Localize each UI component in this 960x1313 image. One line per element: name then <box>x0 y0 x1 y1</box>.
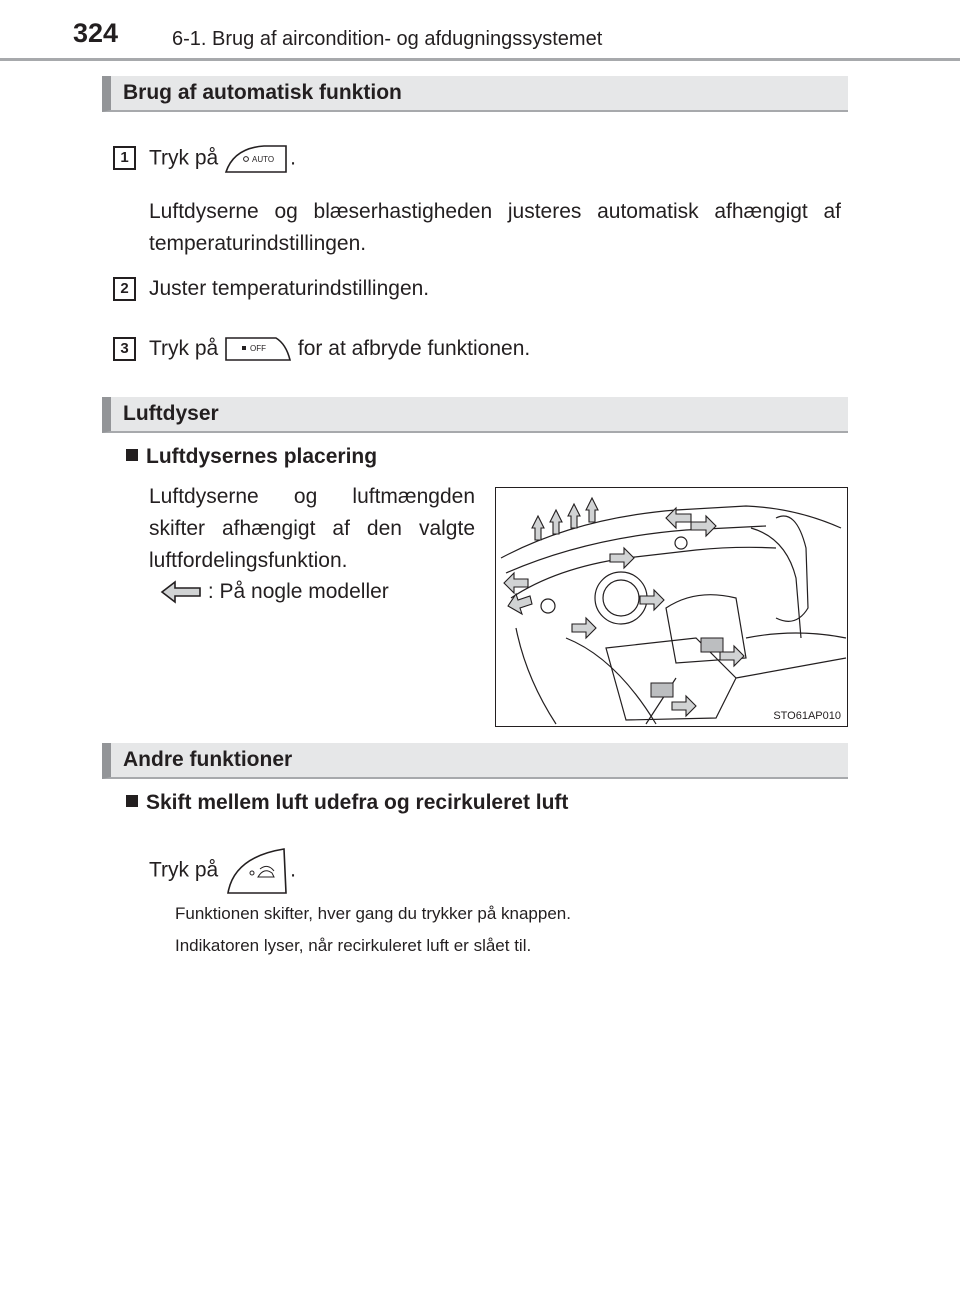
running-title: 6-1. Brug af aircondition- og afdugningssystemet <box>172 28 603 50</box>
step-1-instruction <box>149 142 296 176</box>
note-2: Indikatoren lyser, når recirkuleret luft er slået til. <box>175 936 532 955</box>
off-button-label: OFF <box>250 344 267 354</box>
header-rule <box>0 58 960 61</box>
vents-legend-text: : På nogle modeller <box>207 580 389 603</box>
step-3-instruction <box>149 333 530 365</box>
recirculation-text-before: Tryk på <box>149 858 219 882</box>
page-number: 324 <box>73 18 119 48</box>
airflow-arrows <box>504 498 744 716</box>
vents-legend <box>160 576 389 608</box>
step-3-text-before: Tryk på <box>149 337 219 360</box>
recirculation-text-after: . <box>290 858 296 882</box>
recirculation-instruction <box>149 845 296 897</box>
section-title-vents: Luftdyser <box>102 397 848 433</box>
recirculation-heading-text: Skift mellem luft udefra og recirkuleret luft <box>146 791 569 814</box>
note-1: Funktionen skifter, hver gang du trykker på knappen. <box>175 904 571 923</box>
cabin-drawing <box>496 488 847 726</box>
vents-body: Luftdyserne og luftmængden skifter afhængigt af den valgte luftfordelingsfunktion. <box>149 485 475 572</box>
auto-button-label: AUTO <box>252 155 275 164</box>
section-title-other: Andre funktioner <box>102 743 848 779</box>
step-2-text: Juster temperaturindstillingen. <box>149 277 430 300</box>
step-number-3: 3 <box>113 337 136 361</box>
off-button-icon <box>224 334 292 364</box>
auto-button-icon <box>224 142 290 176</box>
optional-vent-arrow-icon <box>160 579 202 605</box>
square-bullet-icon <box>126 449 138 461</box>
recirculation-heading <box>126 787 568 819</box>
step-number-2: 2 <box>113 277 136 301</box>
step-number-1: 1 <box>113 146 136 170</box>
vent-locations-illustration <box>495 487 848 727</box>
recirculation-button-icon <box>224 845 290 897</box>
square-bullet-icon <box>126 795 138 807</box>
step-1-text-after: . <box>290 146 296 170</box>
section-title-auto: Brug af automatisk funktion <box>102 76 848 112</box>
figure-code: STO61AP010 <box>773 710 841 722</box>
vents-heading-text: Luftdysernes placering <box>146 445 378 468</box>
step-1-description: Luftdyserne og blæserhastigheden justeres automatisk afhængigt af temperaturindstillingen. <box>149 200 841 255</box>
step-1-text-before: Tryk på <box>149 146 219 170</box>
vents-heading <box>126 441 377 473</box>
step-3-text-after: for at afbryde funktionen. <box>297 337 531 360</box>
